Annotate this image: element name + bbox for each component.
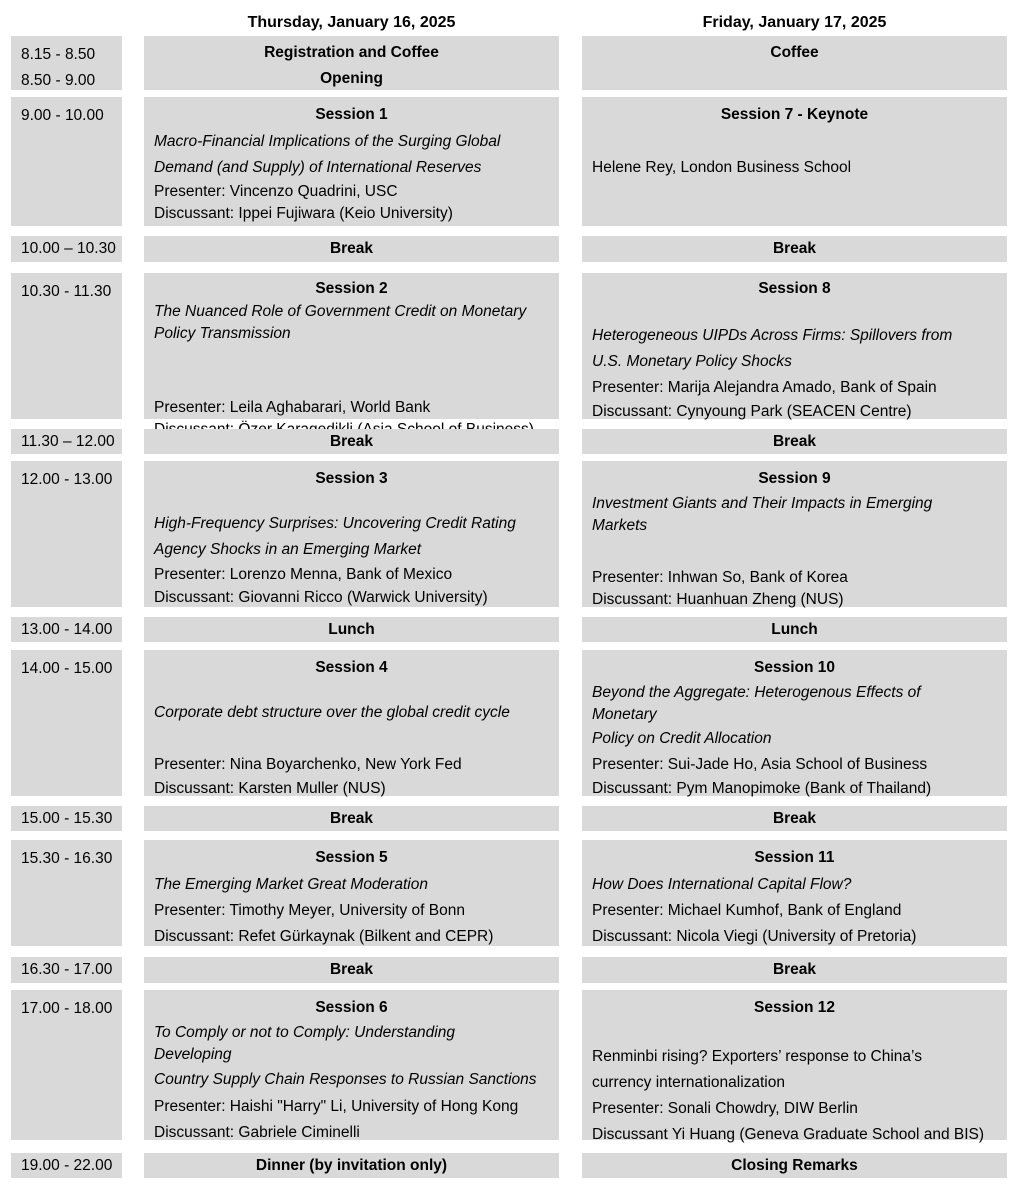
session-title: Session 9 — [758, 470, 831, 487]
time-cell — [11, 840, 122, 946]
time-slot-label: 10.30 - 11.30 — [21, 283, 112, 300]
day1-session-cell — [144, 236, 559, 262]
session-title: Dinner (by invitation only) — [255, 1157, 448, 1174]
day2-session-cell — [582, 650, 1007, 796]
session-detail: currency internationalization — [592, 1074, 785, 1091]
session-title: Session 5 — [315, 849, 388, 866]
paper-title: Agency Shocks in an Emerging Market — [154, 541, 422, 558]
session-title: Session 11 — [754, 849, 835, 866]
paper-title: Developing — [154, 1046, 232, 1063]
time-cell — [11, 1153, 122, 1178]
day2-session-cell — [582, 273, 1007, 419]
time-slot-label: 8.50 - 9.00 — [21, 72, 96, 89]
day2-session-cell — [582, 97, 1007, 226]
day2-session-cell — [582, 461, 1007, 607]
session-title: Break — [329, 433, 374, 450]
time-cell — [11, 461, 122, 607]
time-slot-label: 11.30 – 12.00 — [21, 433, 115, 450]
time-cell — [11, 990, 122, 1140]
day1-session-cell — [144, 617, 559, 642]
time-slot-label: 12.00 - 13.00 — [21, 471, 113, 488]
presenter-line: Presenter: Vincenzo Quadrini, USC — [154, 183, 398, 200]
paper-title: Macro-Financial Implications of the Surging Global — [154, 133, 501, 150]
day1-session-cell — [144, 650, 559, 796]
session-title: Closing Remarks — [731, 1157, 858, 1174]
presenter-line: Presenter: Michael Kumhof, Bank of England — [592, 902, 902, 919]
session-title: Lunch — [328, 621, 375, 638]
session-title: Opening — [320, 70, 383, 87]
time-cell — [11, 236, 122, 262]
session-title: Break — [772, 810, 817, 827]
paper-title: Policy Transmission — [154, 325, 291, 342]
time-slot-label: 17.00 - 18.00 — [21, 1000, 113, 1017]
discussant-line: Discussant: Ippei Fujiwara (Keio University) — [154, 205, 453, 222]
day1-session-cell — [144, 429, 559, 454]
day2-session-cell — [582, 1153, 1007, 1178]
paper-title: High-Frequency Surprises: Uncovering Credit Rating — [154, 515, 516, 532]
day1-session-cell — [144, 806, 559, 831]
day2-session-cell — [582, 990, 1007, 1143]
day2-session-cell — [582, 36, 1007, 90]
session-title: Session 8 — [758, 280, 831, 297]
header-day1: Thursday, January 16, 2025 — [247, 14, 456, 31]
paper-title: Markets — [592, 517, 648, 534]
day1-session-cell — [144, 840, 559, 946]
session-title: Session 3 — [315, 470, 388, 487]
time-slot-label: 8.15 - 8.50 — [21, 46, 96, 63]
presenter-line: Presenter: Sonali Chowdry, DIW Berlin — [592, 1100, 858, 1117]
day2-session-cell — [582, 429, 1007, 454]
session-title: Lunch — [771, 621, 818, 638]
day1-session-cell — [144, 461, 559, 607]
blank-line — [592, 301, 997, 323]
time-cell — [11, 36, 122, 90]
paper-title: Monetary — [592, 706, 657, 723]
discussant-line: Discussant Yi Huang (Geneva Graduate School and BIS) — [592, 1126, 985, 1143]
session-title: Registration and Coffee — [264, 44, 439, 61]
session-title: Session 1 — [315, 106, 388, 123]
time-cell — [11, 617, 122, 642]
day1-session-cell — [144, 990, 559, 1140]
day2-session-cell — [582, 617, 1007, 642]
blank-line — [154, 345, 549, 397]
presenter-line: Presenter: Leila Aghabarari, World Bank — [154, 399, 431, 416]
presenter-line: Presenter: Inhwan So, Bank of Korea — [592, 569, 848, 586]
presenter-line: Presenter: Marija Alejandra Amado, Bank of Spain — [592, 379, 937, 396]
session-detail: Renminbi rising? Exporters’ response to China’s — [592, 1048, 922, 1065]
blank-line — [154, 493, 549, 511]
day1-session-cell — [144, 97, 559, 226]
session-title: Break — [329, 810, 374, 827]
time-slot-label: 13.00 - 14.00 — [21, 621, 113, 638]
day2-session-cell — [582, 806, 1007, 831]
blank-line — [154, 682, 549, 700]
time-slot-label: 15.30 - 16.30 — [21, 850, 113, 867]
day1-session-cell — [144, 1153, 559, 1178]
paper-title: Beyond the Aggregate: Heterogenous Effects of — [592, 684, 921, 701]
session-title: Break — [772, 433, 817, 450]
paper-title: The Emerging Market Great Moderation — [154, 876, 428, 893]
time-slot-label: 10.00 – 10.30 — [21, 240, 116, 257]
paper-title: Corporate debt structure over the global credit cycle — [154, 704, 510, 721]
time-slot-label: 16.30 - 17.00 — [21, 961, 113, 978]
blank-line — [592, 537, 997, 567]
day2-session-cell — [582, 957, 1007, 983]
paper-title: The Nuanced Role of Government Credit on Monetary — [154, 303, 527, 320]
time-cell — [11, 806, 122, 831]
time-slot-label: 15.00 - 15.30 — [21, 810, 113, 827]
paper-title: To Comply or not to Comply: Understanding — [154, 1024, 455, 1041]
paper-title: Country Supply Chain Responses to Russian Sanctions — [154, 1071, 537, 1088]
day2-session-cell — [582, 840, 1007, 946]
session-title: Session 7 - Keynote — [720, 106, 869, 123]
time-cell — [11, 650, 122, 796]
session-title: Break — [329, 961, 374, 978]
time-slot-label: 9.00 - 10.00 — [21, 107, 104, 124]
time-cell — [11, 273, 122, 419]
header-day2: Friday, January 17, 2025 — [702, 14, 887, 31]
paper-title: Demand (and Supply) of International Reserves — [154, 159, 482, 176]
presenter-line: Presenter: Lorenzo Menna, Bank of Mexico — [154, 566, 453, 583]
discussant-line: Discussant: Giovanni Ricco (Warwick University) — [154, 589, 488, 606]
presenter-line: Presenter: Timothy Meyer, University of Bonn — [154, 902, 465, 919]
session-detail: Helene Rey, London Business School — [592, 159, 852, 176]
session-title: Session 10 — [754, 659, 835, 676]
presenter-line: Presenter: Sui-Jade Ho, Asia School of Business — [592, 756, 928, 773]
presenter-line: Presenter: Haishi "Harry" Li, University of Hong Kong — [154, 1098, 519, 1115]
paper-title: U.S. Monetary Policy Shocks — [592, 353, 792, 370]
session-title: Session 4 — [315, 659, 388, 676]
session-title: Session 2 — [315, 280, 388, 297]
day1-session-cell — [144, 36, 559, 90]
session-title: Session 12 — [754, 999, 835, 1016]
discussant-line: Discussant: Pym Manopimoke (Bank of Thailand) — [592, 780, 932, 797]
day2-session-cell — [582, 236, 1007, 262]
paper-title: Investment Giants and Their Impacts in Emerging — [592, 495, 933, 512]
discussant-line: Discussant: Cynyoung Park (SEACEN Centre) — [592, 403, 912, 420]
discussant-line: Discussant: Gabriele Ciminelli — [154, 1124, 360, 1141]
discussant-line: Discussant: Karsten Muller (NUS) — [154, 780, 386, 797]
time-cell — [11, 957, 122, 983]
day1-session-cell — [144, 273, 559, 419]
time-cell — [11, 429, 122, 454]
presenter-line: Presenter: Nina Boyarchenko, New York Fed — [154, 756, 462, 773]
discussant-line: Discussant: Huanhuan Zheng (NUS) — [592, 591, 844, 608]
session-title: Break — [329, 240, 374, 257]
paper-title: Policy on Credit Allocation — [592, 730, 772, 747]
time-slot-label: 19.00 - 22.00 — [21, 1157, 113, 1174]
session-title: Coffee — [770, 44, 819, 61]
blank-line — [154, 726, 549, 752]
time-slot-label: 14.00 - 15.00 — [21, 660, 113, 677]
paper-title: How Does International Capital Flow? — [592, 876, 852, 893]
day1-session-cell — [144, 957, 559, 983]
discussant-line: Discussant: Nicola Viegi (University of Pretoria) — [592, 928, 917, 945]
paper-title: Heterogeneous UIPDs Across Firms: Spillovers from — [592, 327, 953, 344]
blank-line — [592, 129, 997, 155]
blank-line — [592, 1022, 997, 1044]
time-cell — [11, 97, 122, 226]
session-title: Session 6 — [315, 999, 388, 1016]
session-title: Break — [772, 240, 817, 257]
discussant-line: Discussant: Refet Gürkaynak (Bilkent and CEPR) — [154, 928, 494, 945]
session-title: Break — [772, 961, 817, 978]
